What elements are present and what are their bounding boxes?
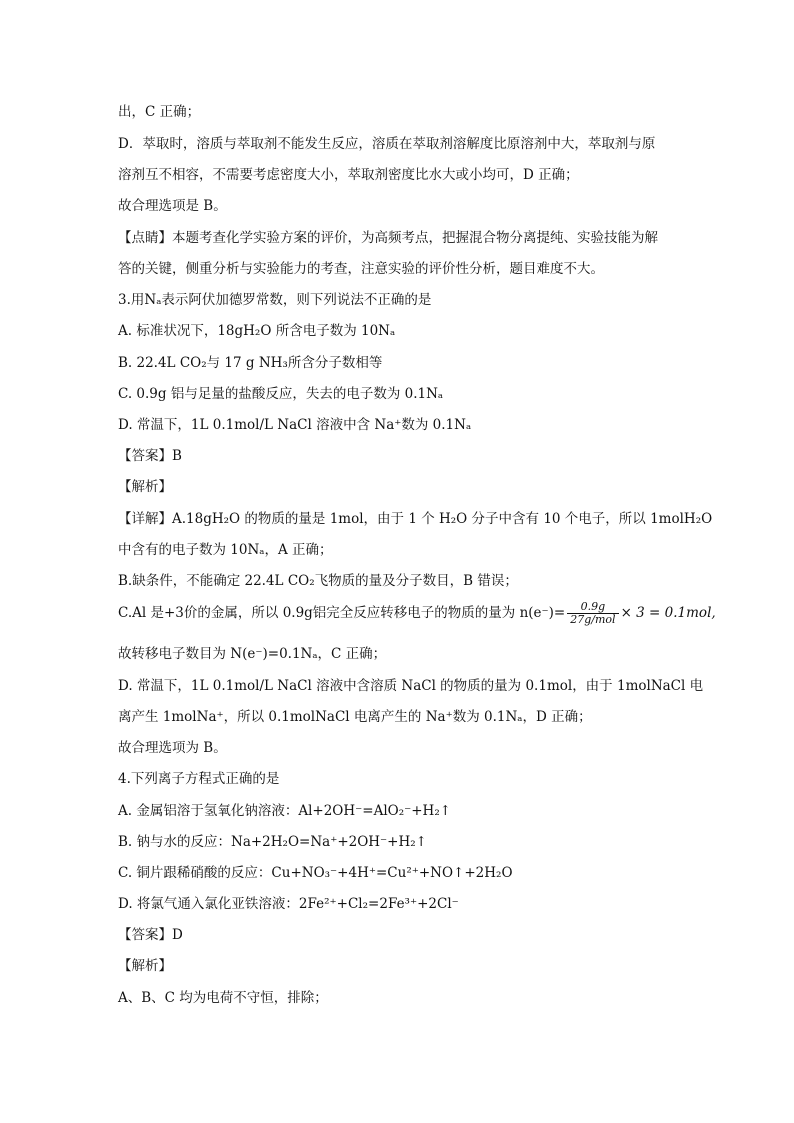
option-d: D. 将氯气通入氯化亚铁溶液：2Fe²⁺+Cl₂=2Fe³⁺+2Cl⁻ [118, 896, 459, 912]
option-a: A. 金属铝溶于氢氧化钠溶液：Al+2OH⁻=AlO₂⁻+H₂↑ [118, 803, 452, 819]
analysis-label: 【解析】 [118, 479, 172, 495]
text-line: 【详解】A.18gH₂O 的物质的量是 1mol，由于 1 个 H₂O 分子中含有 10 个电子，所以 1molH₂O [118, 511, 713, 527]
text-line: 故合理选项是 B。 [118, 198, 227, 214]
fraction-numerator: 0.9g [567, 601, 618, 614]
text-line: 故合理选项为 B。 [118, 740, 227, 756]
option-b: B. 22.4L CO₂与 17 g NH₃所含分子数相等 [118, 355, 383, 371]
formula-line [118, 601, 716, 626]
text-line: B.缺条件，不能确定 22.4L CO₂飞物质的量及分子数目，B 错误； [118, 573, 518, 589]
text-line: 答的关键，侧重分析与实验能力的考查，注意实验的评价性分析，题目难度不大。 [118, 261, 604, 277]
question-4: 4.下列离子方程式正确的是 [118, 771, 280, 787]
fraction [567, 601, 618, 626]
formula-rest: × 3 = 0.1mol, [620, 605, 716, 621]
option-c: C. 0.9g 铝与足量的盐酸反应，失去的电子数为 0.1Nₐ [118, 386, 444, 402]
text-line: A、B、C 均为电荷不守恒，排除； [118, 990, 328, 1006]
text-line: 出，C 正确； [118, 104, 201, 120]
text-line: 【点睛】本题考查化学实验方案的评价，为高频考点，把握混合物分离提纯、实验技能为解 [118, 230, 658, 246]
option-a: A. 标准状况下，18gH₂O 所含电子数为 10Nₐ [118, 323, 396, 339]
fraction-denominator: 27g/mol [570, 613, 616, 626]
option-c: C. 铜片跟稀硝酸的反应：Cu+NO₃⁻+4H⁺=Cu²⁺+NO↑+2H₂O [118, 865, 513, 881]
text-line: D．萃取时，溶质与萃取剂不能发生反应，溶质在萃取剂溶解度比原溶剂中大，萃取剂与原 [118, 136, 656, 152]
option-d: D. 常温下，1L 0.1mol/L NaCl 溶液中含 Na⁺数为 0.1Nₐ [118, 417, 472, 433]
text-line: 离产生 1molNa⁺，所以 0.1molNaCl 电离产生的 Na⁺数为 0.1Nₐ，D 正确； [118, 709, 592, 725]
text-line: 中含有的电子数为 10Nₐ，A 正确； [118, 542, 333, 558]
text-line: 故转移电子数目为 N(e⁻)=0.1Nₐ，C 正确； [118, 646, 387, 662]
analysis-label: 【解析】 [118, 958, 172, 974]
option-b: B. 钠与水的反应：Na+2H₂O=Na⁺+2OH⁻+H₂↑ [118, 834, 427, 850]
formula-text: C.Al 是+3价的金属，所以 0.9g铝完全反应转移电子的物质的量为 n(e⁻)= [118, 605, 566, 621]
question-3: 3.用Nₐ表示阿伏加德罗常数，则下列说法不正确的是 [118, 292, 432, 308]
text-line: 溶剂互不相容，不需要考虑密度大小，萃取剂密度比水大或小均可，D 正确； [118, 167, 579, 183]
answer-label: 【答案】D [118, 927, 183, 943]
text-line: D. 常温下，1L 0.1mol/L NaCl 溶液中含溶质 NaCl 的物质的量为 0.1mol，由于 1molNaCl 电 [118, 678, 704, 694]
answer-label: 【答案】B [118, 448, 182, 464]
